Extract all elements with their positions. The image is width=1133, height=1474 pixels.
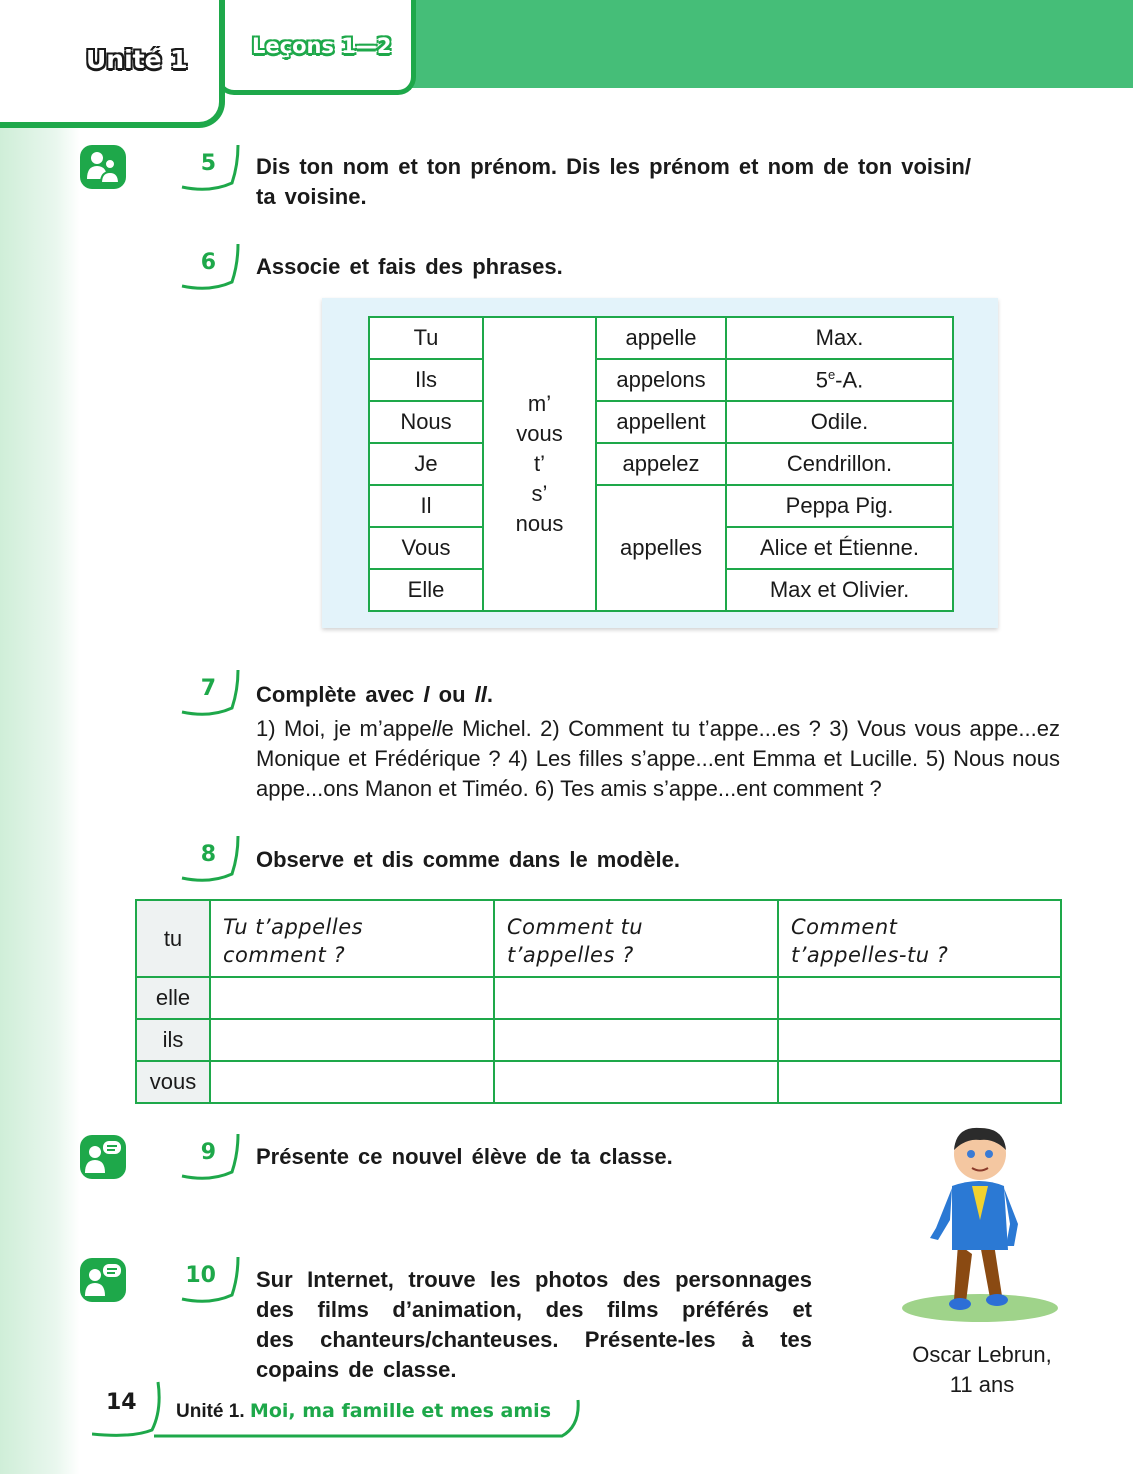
boy-illustration: [900, 1120, 1060, 1330]
answer-cell: [494, 977, 778, 1019]
model-cell: Tu t’appelles comment ?: [210, 900, 494, 977]
pronoun-cell: vous: [136, 1061, 210, 1103]
reflexive-pronouns-cell: m’ vous t’ s’ nous: [483, 317, 596, 611]
answer-cell: [494, 1061, 778, 1103]
name-cell: Alice et Étienne.: [726, 527, 953, 569]
name-cell: Cendrillon.: [726, 443, 953, 485]
verb-cell: appelle: [596, 317, 726, 359]
pronoun-cell: Elle: [369, 569, 483, 611]
pair-work-icon: [80, 145, 126, 189]
exercise-number-7: 7: [180, 668, 242, 724]
pronoun-cell: elle: [136, 977, 210, 1019]
answer-cell: [494, 1019, 778, 1061]
model-cell: Comment tu t’appelles ?: [494, 900, 778, 977]
name-cell: Max.: [726, 317, 953, 359]
left-margin-strip: [0, 0, 80, 1474]
model-cell: Comment t’appelles-tu ?: [778, 900, 1061, 977]
lessons-label: Leçons 1—2: [252, 34, 392, 58]
pronoun-cell: Je: [369, 443, 483, 485]
verb-cell: appelles: [596, 485, 726, 611]
verb-cell: appellent: [596, 401, 726, 443]
exercise-number-10: 10: [180, 1255, 242, 1311]
character-caption: Oscar Lebrun, 11 ans: [912, 1342, 1052, 1397]
exercise-7-instruction: Complète avec l ou ll.: [256, 682, 493, 707]
pronoun-cell: Tu: [369, 317, 483, 359]
speaking-icon: [80, 1135, 126, 1179]
footer-unit-title: Unité 1. Moi, ma famille et mes amis: [176, 1400, 552, 1422]
name-cell: Peppa Pig.: [726, 485, 953, 527]
page-number: 14: [106, 1390, 137, 1415]
pronoun-cell: Nous: [369, 401, 483, 443]
exercise-8-instruction: Observe et dis comme dans le modèle.: [256, 847, 680, 872]
answer-cell: [778, 1019, 1061, 1061]
unit-label: Unité 1: [86, 45, 188, 74]
table-row: [136, 1061, 1061, 1103]
exercise-7-sentences: 1) Moi, je m’appelle Michel. 2) Comment tu t’appe...es ? 3) Vous vous appe...ez Monique et Frédérique ? 4) Les filles s’appe...ent Emma et Lucille. 5) Nous nous appe...ons Manon et Timéo. 6) Tes amis s’appe...ent comment ?: [256, 716, 1060, 801]
model-table: [135, 899, 1062, 1104]
name-cell: Max et Olivier.: [726, 569, 953, 611]
exercise-10-instruction: Sur Internet, trouve les photos des personnages des films d’animation, des films préférés et des chanteurs/chanteuses. Présente-les à tes copains de classe.: [256, 1267, 812, 1382]
name-cell: Odile.: [726, 401, 953, 443]
answer-cell: [210, 977, 494, 1019]
exercise-5-instruction: Dis ton nom et ton prénom. Dis les prénom et nom de ton voisin/ ta voisine.: [256, 154, 971, 209]
table-row: [369, 443, 953, 485]
table-row: [136, 977, 1061, 1019]
table-row: [136, 1019, 1061, 1061]
answer-cell: [778, 977, 1061, 1019]
verb-cell: appelez: [596, 443, 726, 485]
table-row: [136, 900, 1061, 977]
name-cell: 5e-A.: [726, 359, 953, 401]
exercise-number-6: 6: [180, 242, 242, 298]
pronoun-cell: ils: [136, 1019, 210, 1061]
exercise-9-instruction: Présente ce nouvel élève de ta classe.: [256, 1144, 673, 1169]
exercise-6-instruction: Associe et fais des phrases.: [256, 254, 563, 279]
association-table: [368, 316, 954, 612]
answer-cell: [210, 1061, 494, 1103]
table-row: [369, 485, 953, 527]
pronoun-cell: Vous: [369, 527, 483, 569]
exercise-number-5: 5: [180, 143, 242, 199]
pronoun-cell: Ils: [369, 359, 483, 401]
exercise-number-9: 9: [180, 1132, 242, 1188]
table-row: [369, 317, 953, 359]
exercise-number-8: 8: [180, 834, 242, 890]
table-row: [369, 359, 953, 401]
answer-cell: [210, 1019, 494, 1061]
table-row: [369, 401, 953, 443]
verb-cell: appelons: [596, 359, 726, 401]
answer-cell: [778, 1061, 1061, 1103]
pronoun-cell: tu: [136, 900, 210, 977]
speaking-icon: [80, 1258, 126, 1302]
pronoun-cell: Il: [369, 485, 483, 527]
